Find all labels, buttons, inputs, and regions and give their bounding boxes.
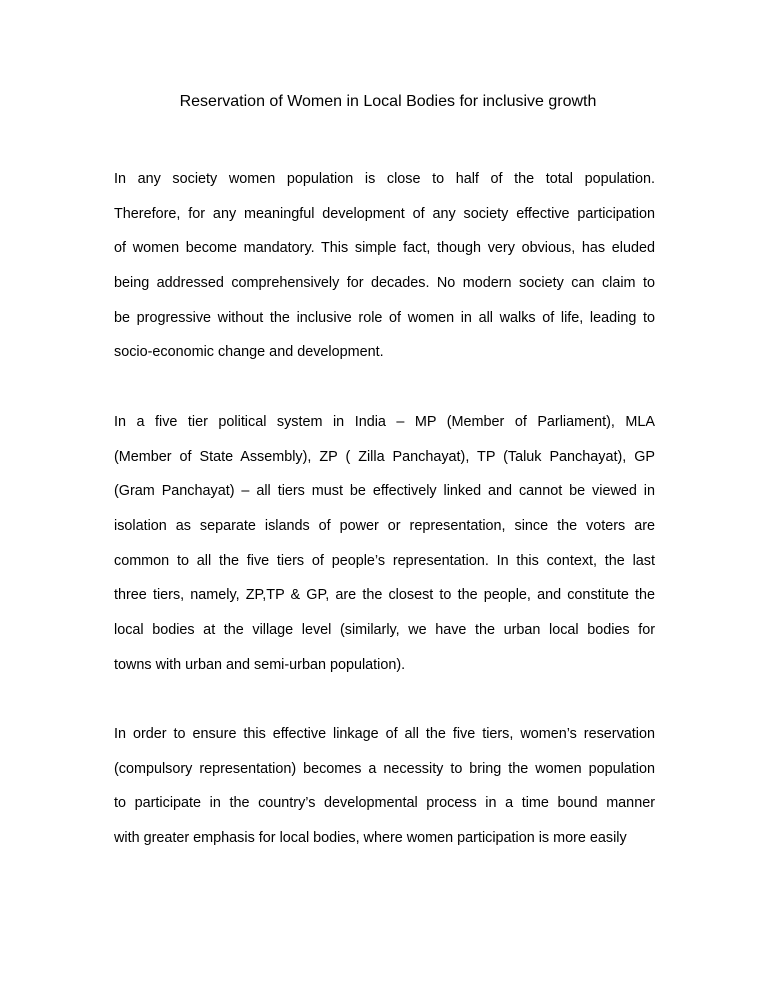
- text-line: (compulsory representation) becomes a necessity to bring the women population: [114, 760, 655, 777]
- text-line: common to all the five tiers of people’s representation. In this context, the last: [114, 552, 655, 569]
- text-line: socio-economic change and development.: [114, 344, 384, 361]
- paragraph-1: [114, 162, 655, 370]
- text-line: In a five tier political system in India – MP (Member of Parliament), MLA: [114, 414, 655, 430]
- text-line: be progressive without the inclusive role of women in all walks of life, leading to: [114, 309, 655, 326]
- document-title: Reservation of Women in Local Bodies for inclusive growth: [179, 93, 597, 110]
- paragraph-3: [114, 717, 655, 856]
- text-line: Therefore, for any meaningful development of any society effective participation: [114, 205, 655, 222]
- text-line: to participate in the country’s developmental process in a time bound manner: [114, 795, 655, 812]
- text-line: (Gram Panchayat) – all tiers must be effectively linked and cannot be viewed in: [114, 483, 655, 500]
- text-line: In any society women population is close to half of the total population.: [114, 171, 655, 187]
- text-line: isolation as separate islands of power or representation, since the voters are: [114, 518, 655, 535]
- text-line: three tiers, namely, ZP,TP & GP, are the closest to the people, and constitute the: [114, 587, 655, 604]
- text-line: local bodies at the village level (similarly, we have the urban local bodies for: [114, 622, 655, 639]
- paragraph-2: [114, 405, 655, 683]
- text-line: with greater emphasis for local bodies, where women participation is more easily: [114, 830, 627, 847]
- text-line: being addressed comprehensively for decades. No modern society can claim to: [114, 275, 655, 292]
- text-line: (Member of State Assembly), ZP ( Zilla Panchayat), TP (Taluk Panchayat), GP: [114, 448, 655, 465]
- text-line: of women become mandatory. This simple fact, though very obvious, has eluded: [114, 240, 655, 257]
- text-line: towns with urban and semi-urban population).: [114, 656, 406, 673]
- text-line: In order to ensure this effective linkage of all the five tiers, women’s reservation: [114, 726, 655, 742]
